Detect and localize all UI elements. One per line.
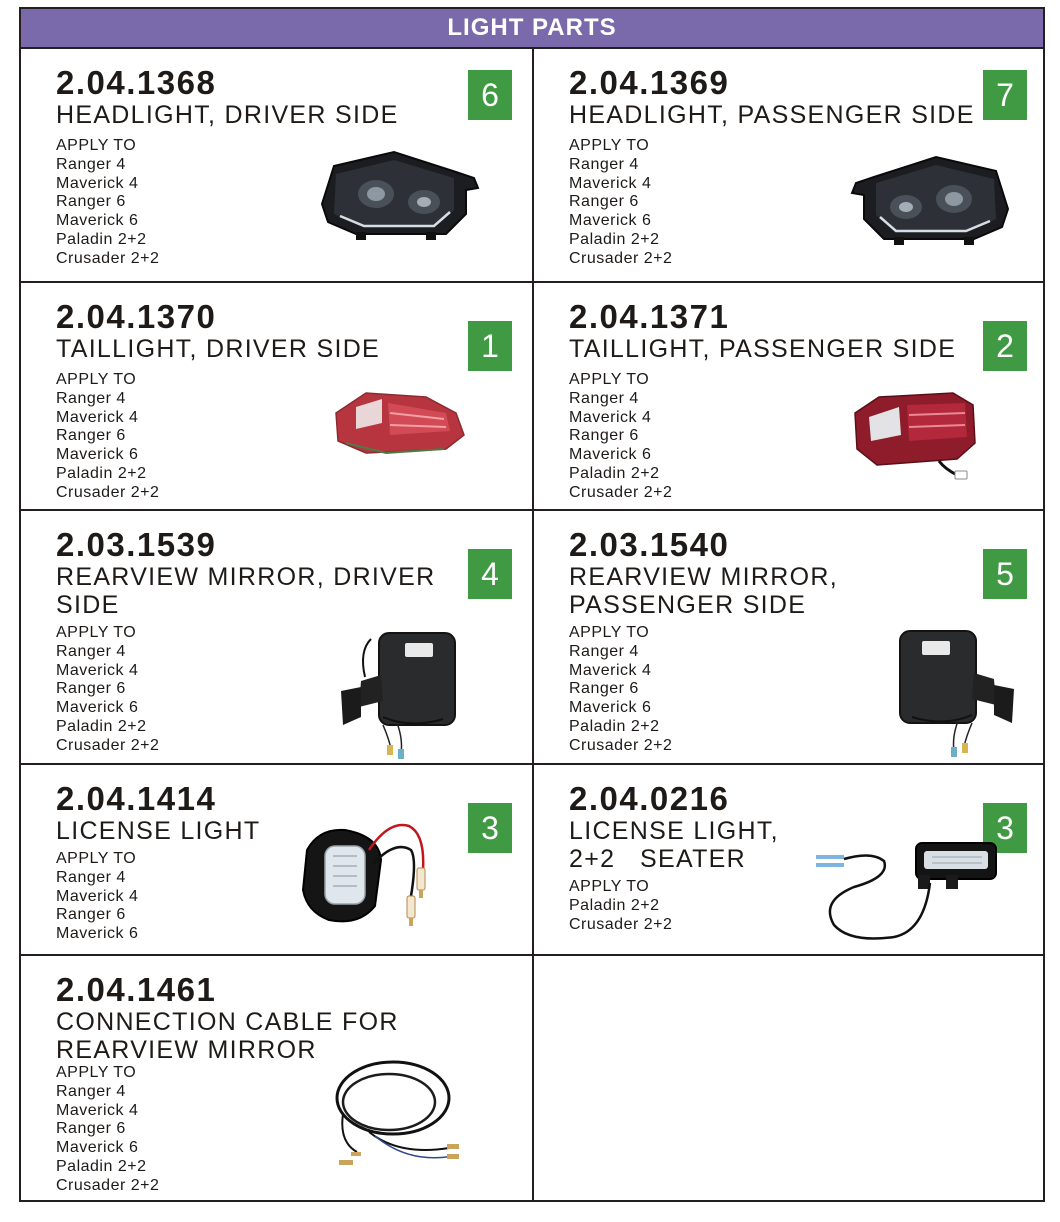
- quantity-badge: 7: [983, 70, 1027, 120]
- connection-cable-image: [329, 1056, 464, 1176]
- quantity-badge: 3: [983, 803, 1027, 853]
- apply-label: APPLY TO: [56, 371, 137, 388]
- apply-list: [56, 1064, 159, 1196]
- license-light-seater-image: [814, 837, 1004, 947]
- apply-list: [56, 371, 159, 503]
- apply-item: Crusader 2+2: [56, 736, 160, 754]
- headlight-passenger-image: [834, 149, 1014, 249]
- apply-item: Maverick 6: [56, 1139, 139, 1157]
- apply-label: APPLY TO: [56, 137, 137, 154]
- apply-item: Crusader 2+2: [56, 1176, 160, 1194]
- part-title: LICENSE LIGHT, 2+2 SEATER: [569, 817, 779, 873]
- apply-item: Ranger 6: [569, 680, 639, 698]
- apply-label: APPLY TO: [569, 624, 650, 641]
- apply-item: Ranger 4: [56, 642, 126, 660]
- apply-label: APPLY TO: [56, 850, 137, 867]
- part-cell-license-light-seater: [534, 765, 1045, 954]
- apply-label: APPLY TO: [569, 137, 650, 154]
- quantity-badge: 2: [983, 321, 1027, 371]
- part-cell-connection-cable: [21, 956, 532, 1202]
- section-header: LIGHT PARTS: [21, 9, 1043, 49]
- mirror-driver-image: [331, 621, 466, 761]
- apply-item: Paladin 2+2: [569, 896, 660, 914]
- apply-item: Ranger 4: [56, 868, 126, 886]
- apply-item: Paladin 2+2: [56, 1157, 147, 1175]
- apply-item: Paladin 2+2: [569, 717, 660, 735]
- apply-list: [56, 137, 159, 269]
- part-title: TAILLIGHT, DRIVER SIDE: [56, 335, 381, 363]
- apply-item: Crusader 2+2: [569, 915, 673, 933]
- apply-item: Ranger 6: [56, 193, 126, 211]
- license-light-image: [299, 810, 444, 930]
- apply-item: Crusader 2+2: [569, 736, 673, 754]
- apply-item: Maverick 6: [569, 212, 652, 230]
- part-number: 2.04.1414: [56, 780, 217, 817]
- apply-item: Paladin 2+2: [56, 717, 147, 735]
- apply-label: APPLY TO: [56, 1064, 137, 1081]
- part-title: REARVIEW MIRROR, PASSENGER SIDE: [569, 563, 838, 619]
- apply-item: Maverick 6: [569, 446, 652, 464]
- part-number: 2.04.1369: [569, 64, 730, 101]
- apply-label: APPLY TO: [569, 371, 650, 388]
- apply-item: Crusader 2+2: [56, 249, 160, 267]
- quantity-badge: 6: [468, 70, 512, 120]
- apply-item: Ranger 4: [569, 389, 639, 407]
- apply-item: Crusader 2+2: [569, 483, 673, 501]
- apply-item: Crusader 2+2: [56, 483, 160, 501]
- apply-label: APPLY TO: [56, 624, 137, 641]
- apply-item: Paladin 2+2: [569, 464, 660, 482]
- apply-item: Crusader 2+2: [569, 249, 673, 267]
- quantity-badge: 4: [468, 549, 512, 599]
- part-number: 2.03.1540: [569, 526, 730, 563]
- part-title: HEADLIGHT, DRIVER SIDE: [56, 101, 399, 129]
- part-number: 2.04.1371: [569, 298, 730, 335]
- apply-item: Ranger 6: [569, 427, 639, 445]
- apply-item: Ranger 6: [56, 427, 126, 445]
- apply-item: Maverick 6: [56, 699, 139, 717]
- apply-item: Maverick 6: [56, 925, 139, 943]
- apply-list: [569, 137, 672, 269]
- apply-item: Maverick 6: [56, 212, 139, 230]
- headlight-driver-image: [316, 144, 496, 244]
- part-number: 2.04.1461: [56, 971, 217, 1008]
- apply-item: Maverick 4: [569, 408, 652, 426]
- taillight-driver-image: [326, 383, 471, 463]
- part-cell-mirror-driver: [21, 511, 532, 763]
- apply-item: Ranger 6: [56, 680, 126, 698]
- part-cell-headlight-driver: [21, 49, 532, 281]
- apply-item: Ranger 6: [56, 1120, 126, 1138]
- apply-item: Ranger 6: [569, 193, 639, 211]
- apply-item: Ranger 4: [56, 155, 126, 173]
- part-number: 2.04.1370: [56, 298, 217, 335]
- apply-item: Ranger 4: [569, 642, 639, 660]
- apply-item: Maverick 4: [56, 661, 139, 679]
- apply-item: Paladin 2+2: [56, 230, 147, 248]
- apply-item: Ranger 6: [56, 906, 126, 924]
- apply-item: Paladin 2+2: [56, 464, 147, 482]
- apply-item: Maverick 4: [56, 887, 139, 905]
- part-title: LICENSE LIGHT: [56, 817, 261, 845]
- apply-item: Maverick 4: [56, 174, 139, 192]
- part-title: CONNECTION CABLE FOR REARVIEW MIRROR: [56, 1008, 399, 1064]
- apply-list: [569, 878, 672, 934]
- part-title: TAILLIGHT, PASSENGER SIDE: [569, 335, 957, 363]
- apply-item: Maverick 4: [56, 1101, 139, 1119]
- empty-cell: [534, 956, 1045, 1202]
- apply-item: Maverick 4: [56, 408, 139, 426]
- quantity-badge: 1: [468, 321, 512, 371]
- apply-list: [569, 371, 672, 503]
- apply-item: Maverick 4: [569, 661, 652, 679]
- part-title: HEADLIGHT, PASSENGER SIDE: [569, 101, 975, 129]
- part-cell-license-light: [21, 765, 532, 954]
- part-number: 2.04.1368: [56, 64, 217, 101]
- apply-label: APPLY TO: [569, 878, 650, 895]
- part-number: 2.03.1539: [56, 526, 217, 563]
- apply-list: [56, 624, 159, 756]
- apply-item: Ranger 4: [569, 155, 639, 173]
- part-cell-taillight-driver: [21, 283, 532, 509]
- part-cell-taillight-passenger: [534, 283, 1045, 509]
- part-title: REARVIEW MIRROR, DRIVER SIDE: [56, 563, 436, 619]
- apply-item: Ranger 4: [56, 1082, 126, 1100]
- apply-item: Maverick 4: [569, 174, 652, 192]
- part-cell-mirror-passenger: [534, 511, 1045, 763]
- apply-item: Ranger 4: [56, 389, 126, 407]
- quantity-badge: 5: [983, 549, 1027, 599]
- apply-item: Maverick 6: [56, 446, 139, 464]
- part-cell-headlight-passenger: [534, 49, 1045, 281]
- quantity-badge: 3: [468, 803, 512, 853]
- parts-sheet: [19, 7, 1045, 1202]
- apply-item: Paladin 2+2: [569, 230, 660, 248]
- apply-list: [569, 624, 672, 756]
- apply-item: Maverick 6: [569, 699, 652, 717]
- apply-list: [56, 850, 138, 944]
- part-number: 2.04.0216: [569, 780, 730, 817]
- mirror-passenger-image: [889, 619, 1024, 759]
- taillight-passenger-image: [849, 383, 994, 483]
